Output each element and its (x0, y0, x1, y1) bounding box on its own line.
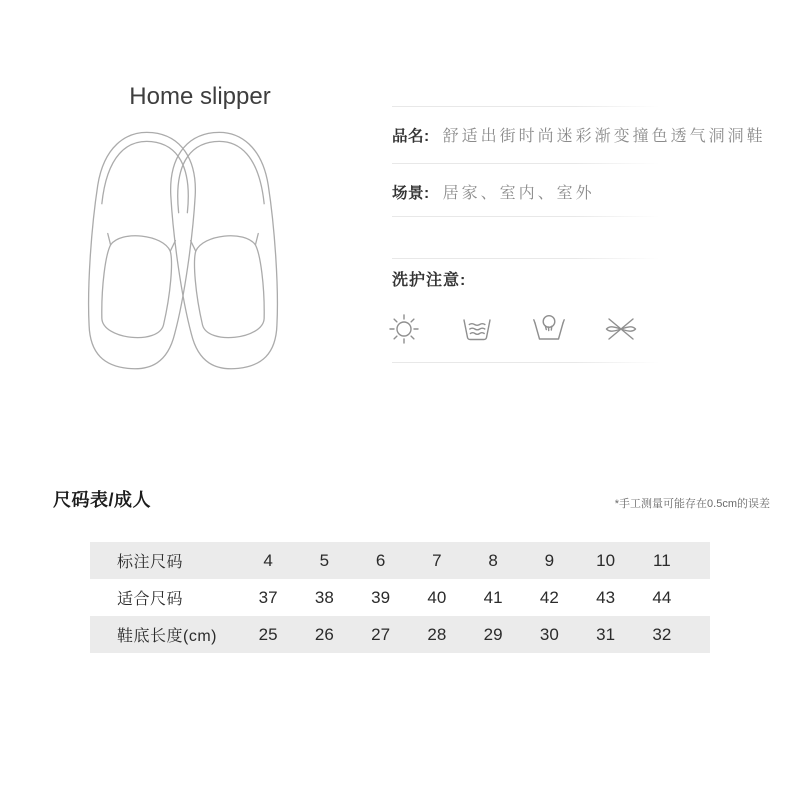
table-row-fit-size (90, 579, 710, 616)
product-name-row (392, 123, 787, 146)
size-value: 25 (258, 624, 278, 644)
size-value: 40 (427, 587, 447, 607)
size-value: 5 (319, 550, 330, 570)
size-value: 11 (653, 550, 671, 570)
size-value: 41 (483, 587, 503, 607)
size-value: 38 (314, 587, 334, 607)
table-row-sole-length (90, 616, 710, 653)
row-label: 适合尺码 (117, 591, 184, 608)
table-row-marked-size (90, 542, 710, 579)
divider (392, 216, 660, 217)
product-name-label: 品名: (392, 128, 430, 145)
size-chart-table (90, 542, 710, 653)
size-value: 29 (483, 624, 503, 644)
size-value: 10 (596, 550, 616, 570)
row-label: 标注尺码 (117, 554, 184, 571)
size-value: 30 (539, 624, 559, 644)
wash-basin-icon (460, 311, 494, 347)
measurement-note: *手工测量可能存在0.5cm的误差 (614, 498, 770, 510)
size-value: 31 (596, 624, 616, 644)
usage-scene-value: 居家、室内、室外 (442, 185, 595, 202)
drawing-title: Home slipper (129, 83, 271, 110)
size-value: 26 (314, 624, 334, 644)
size-value: 37 (258, 587, 278, 607)
usage-scene-label: 场景: (392, 185, 430, 202)
size-value: 8 (488, 550, 498, 570)
divider (392, 258, 660, 259)
size-chart-title: 尺码表/成人 (53, 490, 152, 510)
care-icons-row (388, 311, 658, 347)
no-wring-icon (604, 311, 638, 347)
size-value: 7 (432, 550, 442, 570)
row-label: 鞋底长度(cm) (117, 628, 217, 645)
usage-scene-row (392, 180, 787, 203)
size-value: 4 (263, 550, 273, 570)
product-name-value: 舒适出街时尚迷彩渐变撞色透气洞洞鞋 (442, 128, 766, 145)
hand-wash-icon (532, 311, 566, 347)
size-value: 32 (652, 624, 672, 644)
sun-dry-icon (388, 311, 422, 347)
divider (392, 362, 660, 363)
size-value: 42 (539, 587, 559, 607)
divider (392, 163, 660, 164)
divider (392, 106, 660, 107)
slipper-line-drawing (74, 110, 314, 390)
size-value: 44 (652, 587, 672, 607)
care-instructions-title: 洗护注意: (392, 272, 467, 289)
size-value: 6 (375, 550, 386, 570)
size-value: 43 (596, 587, 616, 607)
size-value: 9 (544, 550, 555, 570)
size-value: 39 (371, 587, 391, 607)
size-value: 27 (371, 624, 391, 644)
size-value: 28 (427, 624, 447, 644)
